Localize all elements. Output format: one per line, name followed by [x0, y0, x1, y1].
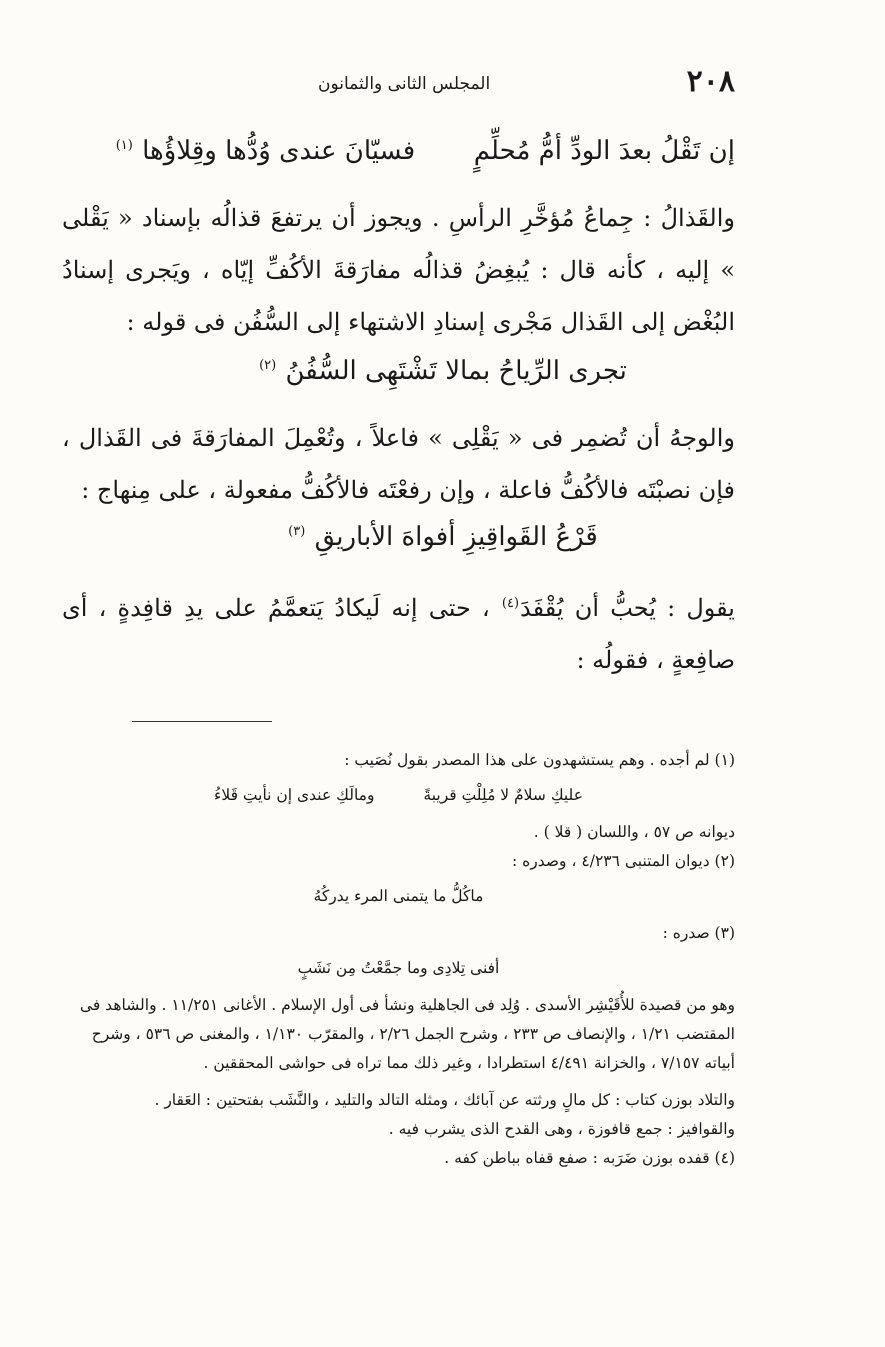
footnote-1-verse-second: ومالَكِ عندى إن نأيتِ قَلاءُ	[214, 786, 375, 804]
footnote-3-text: وهو من قصيدة للأُقَيْشِر الأسدى . وُلِد فى الجاهلية ونشأ فى أول الإسلام . الأغانى ١١/٢٥١ . والشاهد فى المقتضب ١/٢١ ، والإنصاف ص ٢٣٣ ، وشرح الجمل ٢/٢٦ ، والمقرّب ١/١٣٠ ، والمغنى ص ٥٣٦ ، وشرح أبياته ٧/١٥٧ ، والخزانة ٤/٤٩١ استطرادا ، وغير ذلك مما تراه فى حواشى المحققين .	[79, 996, 735, 1072]
verse-3	[0, 522, 885, 552]
verse-1	[115, 136, 735, 166]
verse-2	[0, 356, 885, 386]
page-number: ٢٠٨	[686, 64, 735, 99]
verse-2-text: تجرى الرِّياحُ بمالا تَشْتَهِى السُّفُنُ	[285, 356, 627, 386]
footnote-ref-3: (٣)	[288, 524, 306, 540]
footnote-1-verse	[62, 781, 735, 810]
footnote-2-verse: ماكُلُّ ما يتمنى المرء يدركُهُ	[313, 887, 484, 905]
paragraph-1: والقَذالُ : جِماعُ مُؤخَّرِ الرأسِ . ويجوز أن يرتفعَ قذالُه بإسناد « يَقْلى » إليه ، كأنه قال : يُبغِضُ قذالُه مفارَقةَ الأكُفِّ إيّاه ، ويَجرى إسنادُ البُغْض إلى القَذال مَجْرى إسنادِ الاشتهاء إلى السُّفُن فى قوله :	[62, 204, 735, 336]
footnote-ref-4: (٤)	[501, 596, 520, 611]
verse-3-text: قَرْعُ القَواقِيزِ أفواهَ الأباريقِ	[314, 522, 598, 552]
footnote-3-gloss-2: والقوافيز : جمع قافوزة ، وهى القدح الذى يشرب فيه .	[388, 1120, 735, 1138]
footnote-3-verse: أفنى تِلادِى وما جمَّعْتُ مِن نَشَبٍ	[297, 959, 500, 977]
footnote-1-verse-first: عليكِ سلامٌ لا مُلِلْتِ قريبةً	[423, 786, 583, 804]
footnote-ref-1: (١)	[115, 138, 133, 154]
footnote-ref-2: (٢)	[259, 358, 277, 374]
paragraph-3	[62, 578, 735, 686]
footnote-1-intro: (١) لم أجده . وهم يستشهدون على هذا المصدر بقول نُصَيب :	[344, 751, 735, 769]
footnote-4-text: (٤) قفده بوزن ضَرَبه : صفع قفاه بباطن كفه .	[444, 1149, 735, 1167]
verse-1-first-hemistich: إن تَقْلُ بعدَ الودِّ أمُّ مُحلِّمٍ	[473, 136, 735, 166]
verse-1-second-hemistich: فسيّانَ عندى وُدُّها وقِلاؤُها	[142, 136, 416, 166]
paragraph-3-end: ، حتى إنه لَيكادُ يَتعمَّمُ على يدِ قافِدةٍ ، أى صافِعةٍ ، فقولُه :	[62, 594, 735, 674]
paragraph-2: والوجهُ أن تُضمِر فى « يَقْلِى » فاعلاً ، وتُعْمِلَ المفارَقةَ فى القَذال ، فإن نصبْتَه فالأكُفُّ فاعلة ، وإن رفعْتَه فالأكُفُّ مفعولة ، على مِنهاج :	[62, 424, 735, 504]
footnote-divider	[132, 721, 272, 722]
footnote-1-source: ديوانه ص ٥٧ ، واللسان ( قلا ) .	[533, 823, 735, 841]
paragraph-3-start: يقول : يُحبُّ أن يُقْفَدَ	[520, 594, 735, 622]
footnotes	[62, 746, 735, 1173]
footnote-3-gloss-1: والتلاد بوزن كتاب : كل مالٍ ورثته عن آبائك ، ومثله التالد والتليد ، والنَّشَب بفتحتين : العَقار .	[154, 1091, 735, 1109]
footnote-3-intro: (٣) صدره :	[662, 924, 735, 942]
running-title: المجلس الثانى والثمانون	[318, 74, 491, 94]
footnote-2-intro: (٢) ديوان المتنبى ٤/٢٣٦ ، وصدره :	[511, 852, 735, 870]
